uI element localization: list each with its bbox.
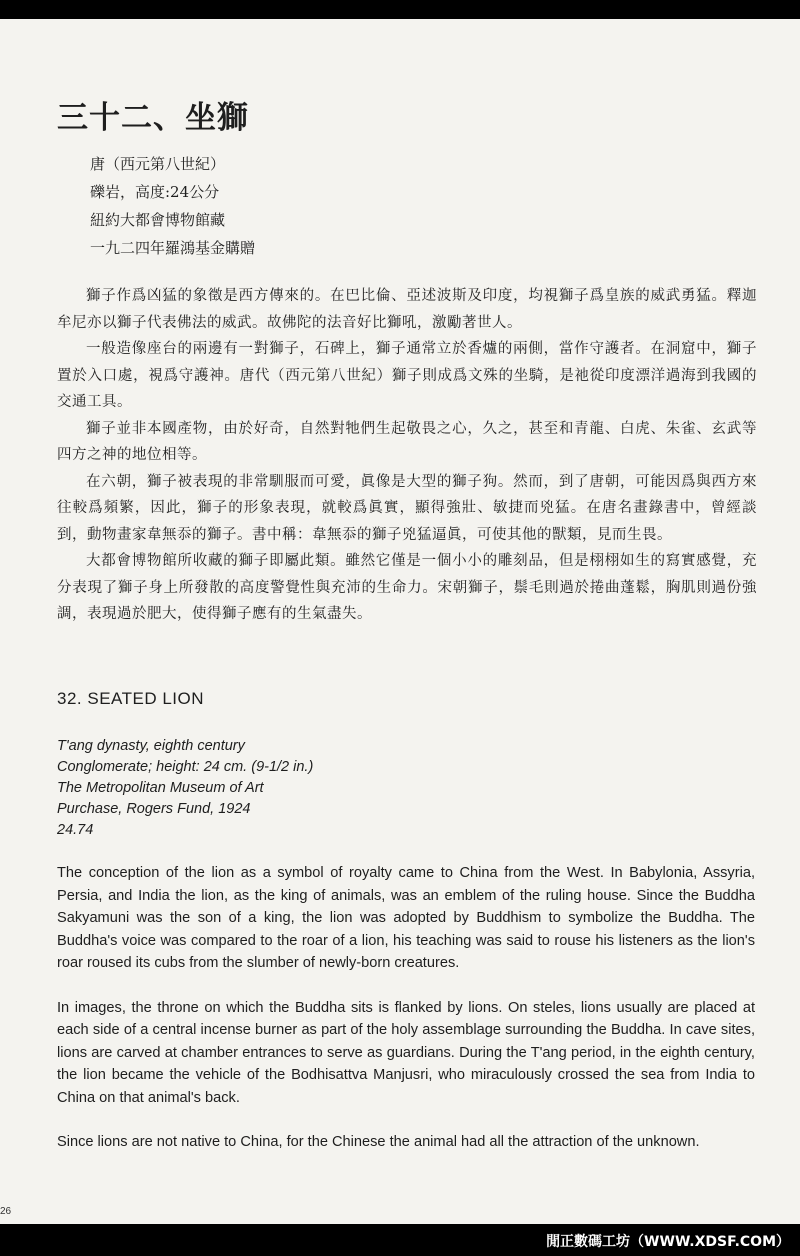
- english-meta-material: Conglomerate; height: 24 cm. (9-1/2 in.): [57, 759, 314, 775]
- watermark-text: 閒正數碼工坊（WWW.XDSF.COM）: [546, 1234, 790, 1250]
- chinese-paragraph: 獅子並非本國產物，由於好奇，自然對牠們生起敬畏之心，久之，甚至和青龍、白虎、朱雀、玄武等四方之神的地位相等。: [57, 420, 757, 463]
- chinese-title: 三十二、坐獅: [57, 100, 249, 136]
- chinese-paragraph: 在六朝，獅子被表現的非常馴服而可愛，眞像是大型的獅子狗。然而，到了唐朝，可能因爲與西方來往較爲頻繁，因此，獅子的形象表現，就較爲眞實，顯得強壯、敏捷而兇猛。在唐名畫錄書中，曾經談到，動物畫家韋無忝的獅子。書中稱：韋無忝的獅子兇猛逼眞，可使其他的獸類，見而生畏。: [57, 473, 757, 543]
- english-meta-purchase: Purchase, Rogers Fund, 1924: [57, 801, 251, 817]
- english-metadata: [57, 736, 313, 841]
- chinese-body: [57, 283, 757, 628]
- chinese-paragraph: 一般造像座台的兩邊有一對獅子，石碑上，獅子通常立於香爐的兩側，當作守護者。在洞窟中，獅子置於入口處，視爲守護神。唐代（西元第八世紀）獅子則成爲文殊的坐騎，是祂從印度漂洋過海到我國的交通工具。: [57, 341, 757, 410]
- page-number: 26: [0, 1206, 12, 1217]
- chinese-meta-museum: 紐約大都會博物館藏: [90, 211, 226, 229]
- chinese-meta-purchase: 一九二四年羅鴻基金購贈: [90, 239, 256, 257]
- chinese-metadata: [90, 150, 255, 262]
- english-paragraph: Since lions are not native to China, for the Chinese the animal had all the attraction of the unknown.: [57, 1134, 700, 1150]
- english-meta-dynasty: T'ang dynasty, eighth century: [57, 738, 245, 754]
- chinese-paragraph: 大都會博物館所收藏的獅子即屬此類。雖然它僅是一個小小的雕刻品，但是栩栩如生的寫實感覺，充分表現了獅子身上所發散的高度警覺性與充沛的生命力。宋朝獅子，鬃毛則過於捲曲蓬鬆，胸肌則過份強調，表現過於肥大，使得獅子應有的生氣盡失。: [57, 553, 757, 622]
- top-black-bar: [0, 0, 800, 19]
- english-meta-accession: 24.74: [57, 822, 94, 838]
- english-paragraph: The conception of the lion as a symbol of royalty came to China from the West. In Babylonia, Assyria, Persia, and India the lion, as the king of animals, was an emblem of the ruling house. Since the Buddha Sakyamuni was the son of a king, the lion was adopted by Buddhism to symbolize the Buddha. The Buddha's voice was compared to the roar of a lion, his teaching was said to rouse his listeners as the lion's roar roused its cubs from the slumber of newly-born creatures.: [57, 865, 755, 971]
- chinese-paragraph: 獅子作爲凶猛的象徵是西方傳來的。在巴比倫、亞述波斯及印度，均視獅子爲皇族的威武勇猛。釋迦牟尼亦以獅子代表佛法的威武。故佛陀的法音好比獅吼，激勵著世人。: [57, 288, 757, 331]
- english-meta-museum: The Metropolitan Museum of Art: [57, 780, 264, 796]
- chinese-meta-material: 礫岩，高度:24公分: [90, 183, 220, 201]
- chinese-meta-dynasty: 唐（西元第八世紀）: [90, 155, 226, 173]
- english-title: 32. SEATED LION: [57, 689, 205, 708]
- english-body: [57, 862, 755, 1176]
- english-paragraph: In images, the throne on which the Buddha sits is flanked by lions. On steles, lions usually are placed at each side of a central incense burner as part of the holy assemblage surrounding the Buddha. In cave sites, lions are carved at chamber entrances to serve as guardians. During the T'ang period, in the eighth century, the lion became the vehicle of the Bodhisattva Manjusri, who miraculously crossed the sea from India to China on that animal's back.: [57, 999, 755, 1106]
